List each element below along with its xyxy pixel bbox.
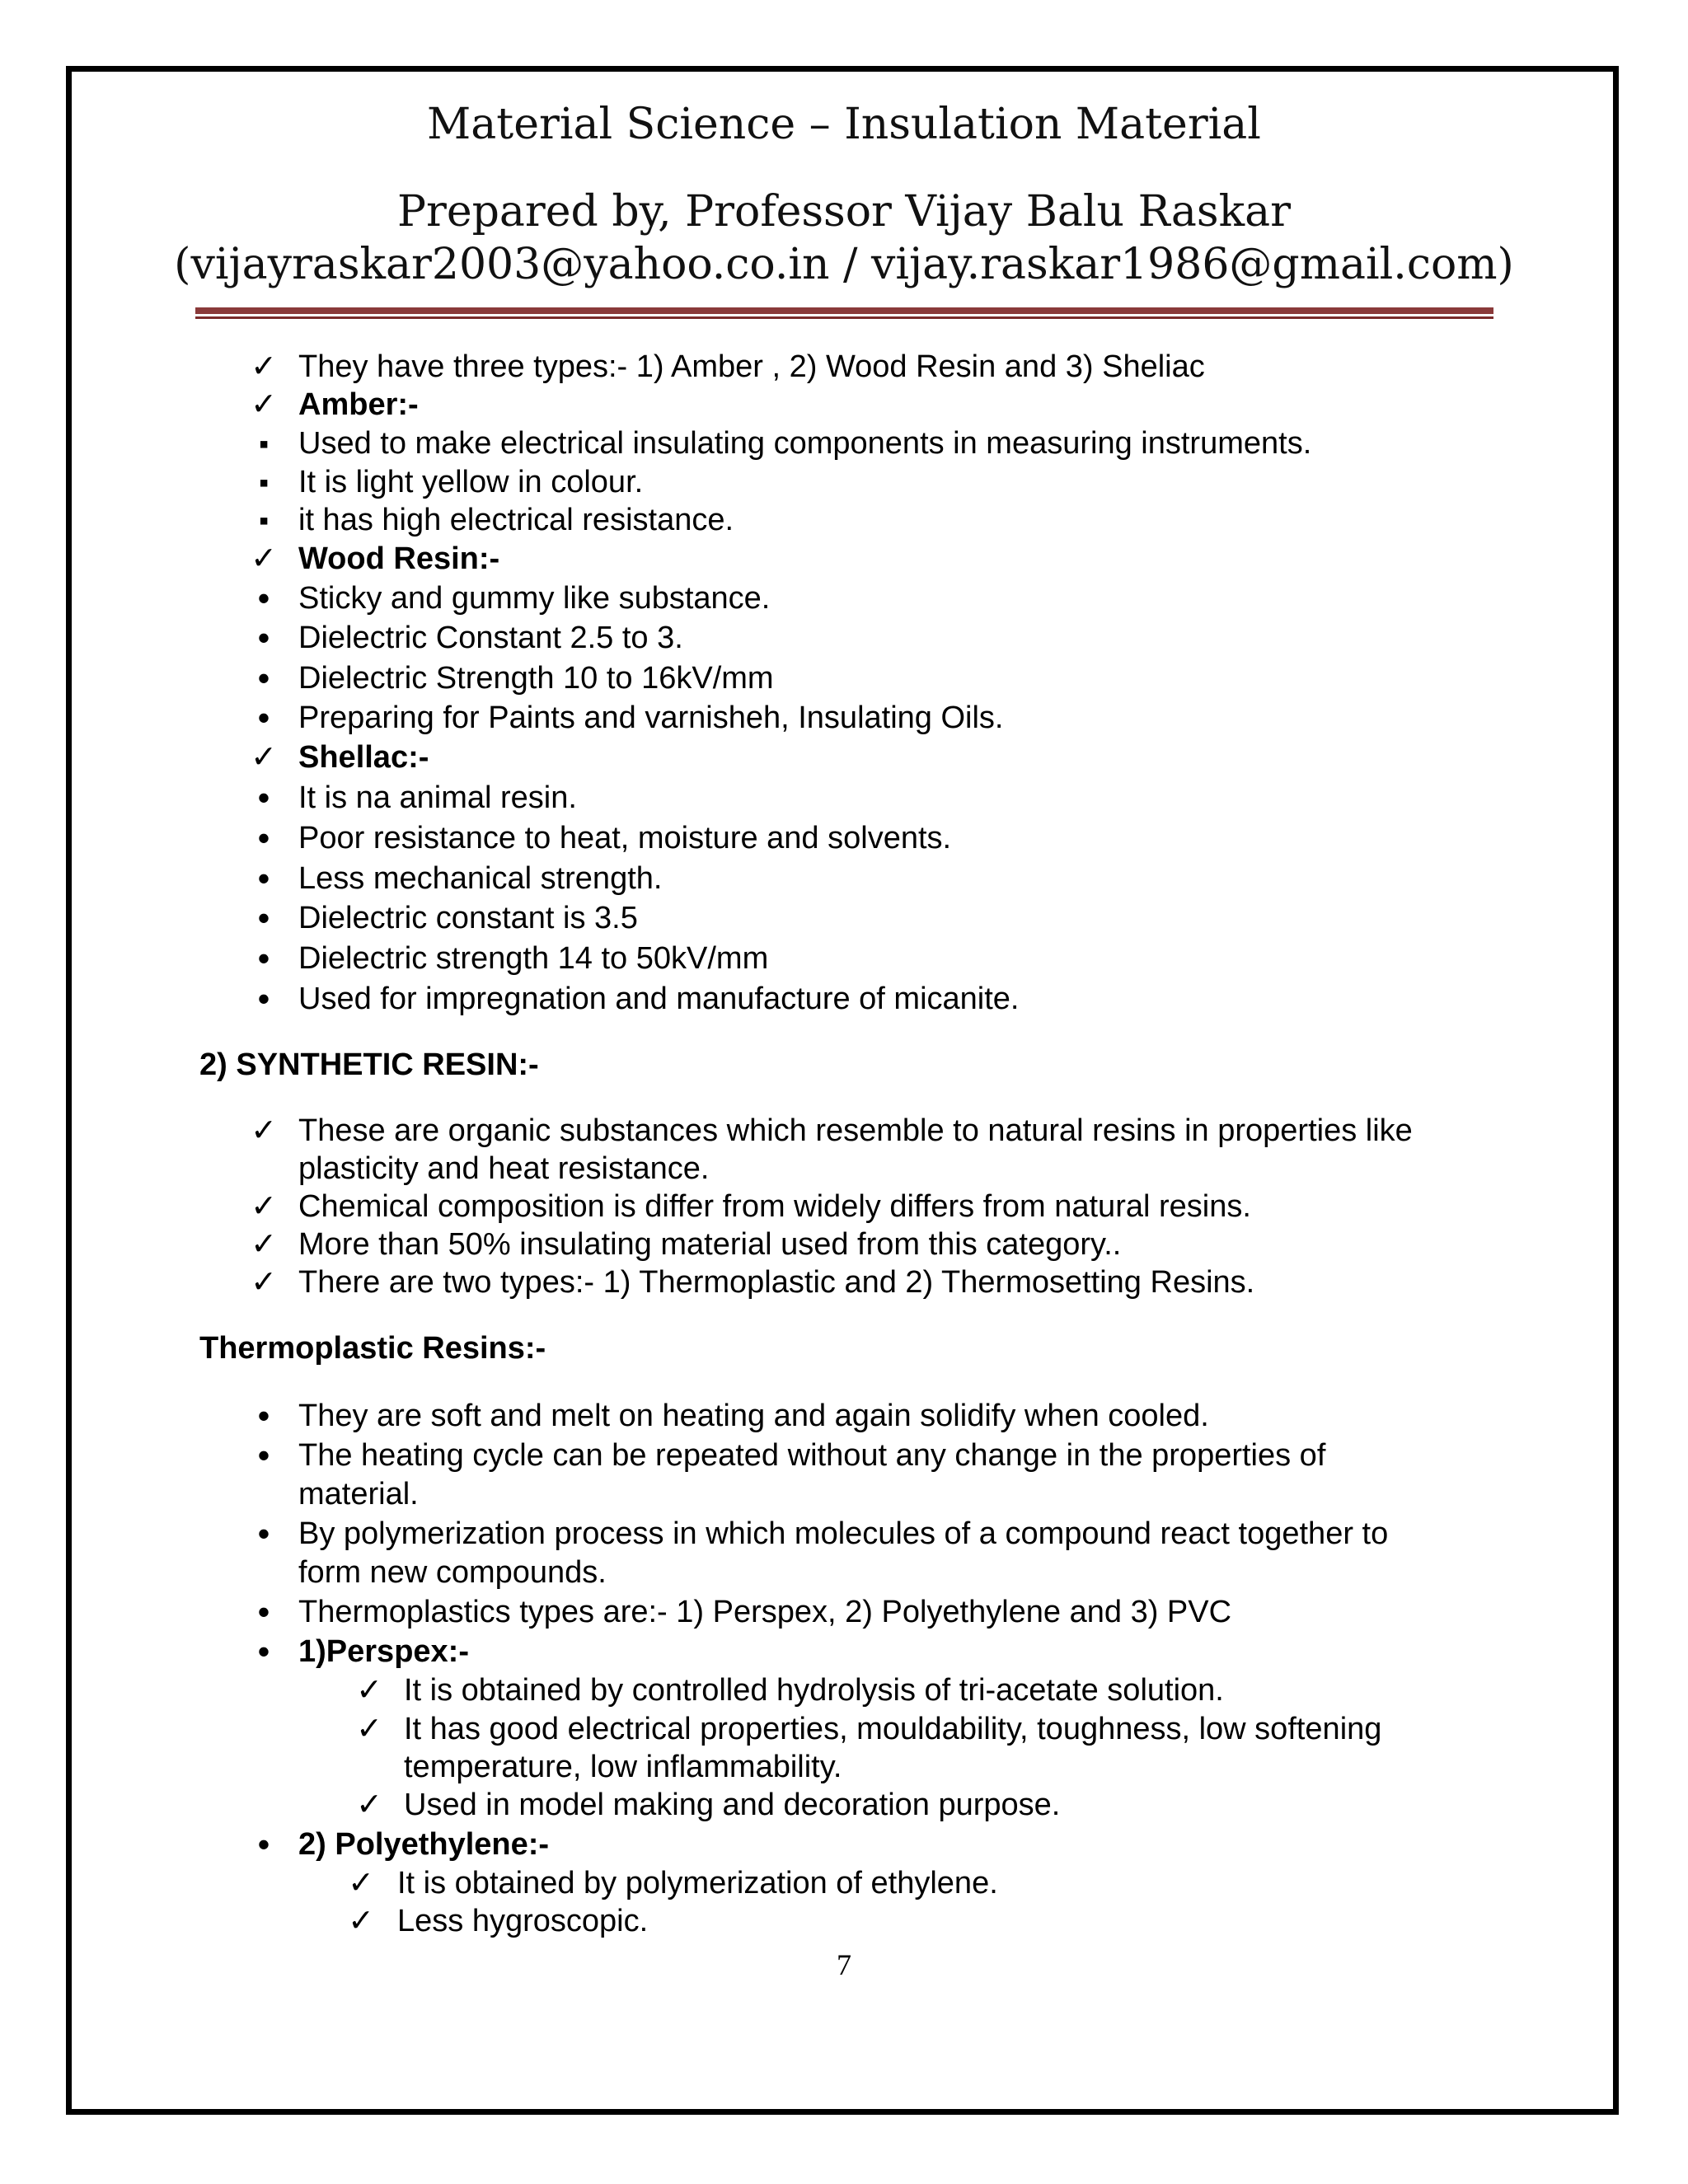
check-icon bbox=[249, 1111, 279, 1151]
check-icon bbox=[346, 1863, 376, 1903]
bullet-icon bbox=[249, 898, 279, 940]
nested-list-item: ✓ It is obtained by polymerization of ethylene. bbox=[0, 1863, 1688, 1903]
list-item: • Used for impregnation and manufacture of micanite. bbox=[0, 979, 1688, 1019]
list-item: ✓ They have three types:- 1) Amber , 2) Wood Resin and 3) Sheliac bbox=[0, 347, 1688, 387]
list-item bbox=[0, 385, 1688, 424]
bullet-icon bbox=[249, 579, 279, 620]
check-icon bbox=[249, 738, 279, 777]
document-header bbox=[0, 99, 1688, 290]
section-heading-synthetic-resin: 2) SYNTHETIC RESIN:- bbox=[199, 1047, 539, 1082]
subheading-polyethylene: 2) Polyethylene:- bbox=[298, 1827, 550, 1862]
list-item bbox=[0, 539, 1688, 579]
header-rule-thin bbox=[195, 316, 1493, 319]
check-icon bbox=[354, 1709, 384, 1749]
list-item: ▪ It is light yellow in colour. bbox=[0, 462, 1688, 502]
list-item: ▪ it has high electrical resistance. bbox=[0, 500, 1688, 540]
square-bullet-icon bbox=[249, 500, 279, 541]
bullet-icon bbox=[249, 698, 279, 739]
list-item: ✓ These are organic substances which resemble to natural resins in properties like bbox=[0, 1111, 1688, 1151]
check-icon bbox=[354, 1671, 384, 1710]
list-item: • Sticky and gummy like substance. bbox=[0, 579, 1688, 618]
list-item: ✓ Chemical composition is differ from widely differs from natural resins. bbox=[0, 1187, 1688, 1226]
nested-list-item: ✓ It has good electrical properties, mouldability, toughness, low softening bbox=[0, 1709, 1688, 1749]
list-item bbox=[0, 1825, 1688, 1864]
bullet-icon bbox=[249, 618, 279, 659]
square-bullet-icon bbox=[249, 462, 279, 503]
check-icon bbox=[346, 1901, 376, 1941]
list-item bbox=[0, 738, 1688, 777]
list-item: • Preparing for Paints and varnisheh, Insulating Oils. bbox=[0, 698, 1688, 738]
bullet-icon bbox=[249, 1396, 279, 1437]
subheading-shellac: Shellac:- bbox=[298, 740, 429, 775]
check-icon bbox=[249, 1187, 279, 1226]
list-item-continuation: material. bbox=[298, 1477, 419, 1511]
list-item: • It is na animal resin. bbox=[0, 778, 1688, 818]
list-item: • Dielectric Constant 2.5 to 3. bbox=[0, 618, 1688, 658]
list-item: • The heating cycle can be repeated without any change in the properties of bbox=[0, 1436, 1688, 1475]
list-item bbox=[0, 1632, 1688, 1671]
list-item-continuation: form new compounds. bbox=[298, 1555, 607, 1590]
list-item-continuation: temperature, low inflammability. bbox=[404, 1750, 842, 1784]
list-item: • Thermoplastics types are:- 1) Perspex, 2) Polyethylene and 3) PVC bbox=[0, 1592, 1688, 1632]
list-item: • Poor resistance to heat, moisture and solvents. bbox=[0, 818, 1688, 858]
subheading-perspex: 1)Perspex:- bbox=[298, 1634, 469, 1669]
square-bullet-icon bbox=[249, 424, 279, 464]
list-item: • They are soft and melt on heating and again solidify when cooled. bbox=[0, 1396, 1688, 1436]
section-heading-thermoplastic-resins: Thermoplastic Resins:- bbox=[199, 1331, 546, 1366]
bullet-icon bbox=[249, 979, 279, 1020]
document-title: Material Science – Insulation Material bbox=[427, 100, 1261, 149]
list-item-continuation: plasticity and heat resistance. bbox=[298, 1151, 710, 1186]
check-icon bbox=[249, 385, 279, 424]
nested-list-item: ✓ Less hygroscopic. bbox=[0, 1901, 1688, 1941]
bullet-icon bbox=[249, 658, 279, 700]
list-item: ▪ Used to make electrical insulating components in measuring instruments. bbox=[0, 424, 1688, 463]
check-icon bbox=[249, 1225, 279, 1264]
bullet-icon bbox=[249, 1592, 279, 1633]
bullet-icon bbox=[249, 859, 279, 900]
page-number: 7 bbox=[837, 1948, 851, 1981]
subheading-amber: Amber:- bbox=[298, 387, 419, 422]
check-icon bbox=[249, 1263, 279, 1302]
author-emails: (vijayraskar2003@yahoo.co.in / vijay.raskar1986@gmail.com) bbox=[174, 240, 1514, 289]
check-icon bbox=[354, 1785, 384, 1825]
bullet-icon bbox=[249, 778, 279, 819]
bullet-icon bbox=[249, 1436, 279, 1477]
bullet-icon bbox=[249, 1825, 279, 1866]
list-item: ✓ More than 50% insulating material used from this category.. bbox=[0, 1225, 1688, 1264]
bullet-icon bbox=[249, 1514, 279, 1555]
list-item: • Less mechanical strength. bbox=[0, 859, 1688, 898]
nested-list-item: ✓ Used in model making and decoration purpose. bbox=[0, 1785, 1688, 1825]
header-rule bbox=[195, 307, 1493, 314]
bullet-icon bbox=[249, 939, 279, 980]
check-icon bbox=[249, 539, 279, 579]
list-item: • By polymerization process in which molecules of a compound react together to bbox=[0, 1514, 1688, 1554]
list-item: • Dielectric Strength 10 to 16kV/mm bbox=[0, 658, 1688, 698]
author-line: Prepared by, Professor Vijay Balu Raskar bbox=[397, 187, 1291, 237]
list-item: ✓ There are two types:- 1) Thermoplastic and 2) Thermosetting Resins. bbox=[0, 1263, 1688, 1302]
nested-list-item: ✓ It is obtained by controlled hydrolysis of tri-acetate solution. bbox=[0, 1671, 1688, 1710]
list-item: • Dielectric constant is 3.5 bbox=[0, 898, 1688, 938]
list-item: • Dielectric strength 14 to 50kV/mm bbox=[0, 939, 1688, 978]
bullet-icon bbox=[249, 1632, 279, 1673]
bullet-icon bbox=[249, 818, 279, 860]
subheading-wood-resin: Wood Resin:- bbox=[298, 541, 500, 576]
check-icon bbox=[249, 347, 279, 387]
